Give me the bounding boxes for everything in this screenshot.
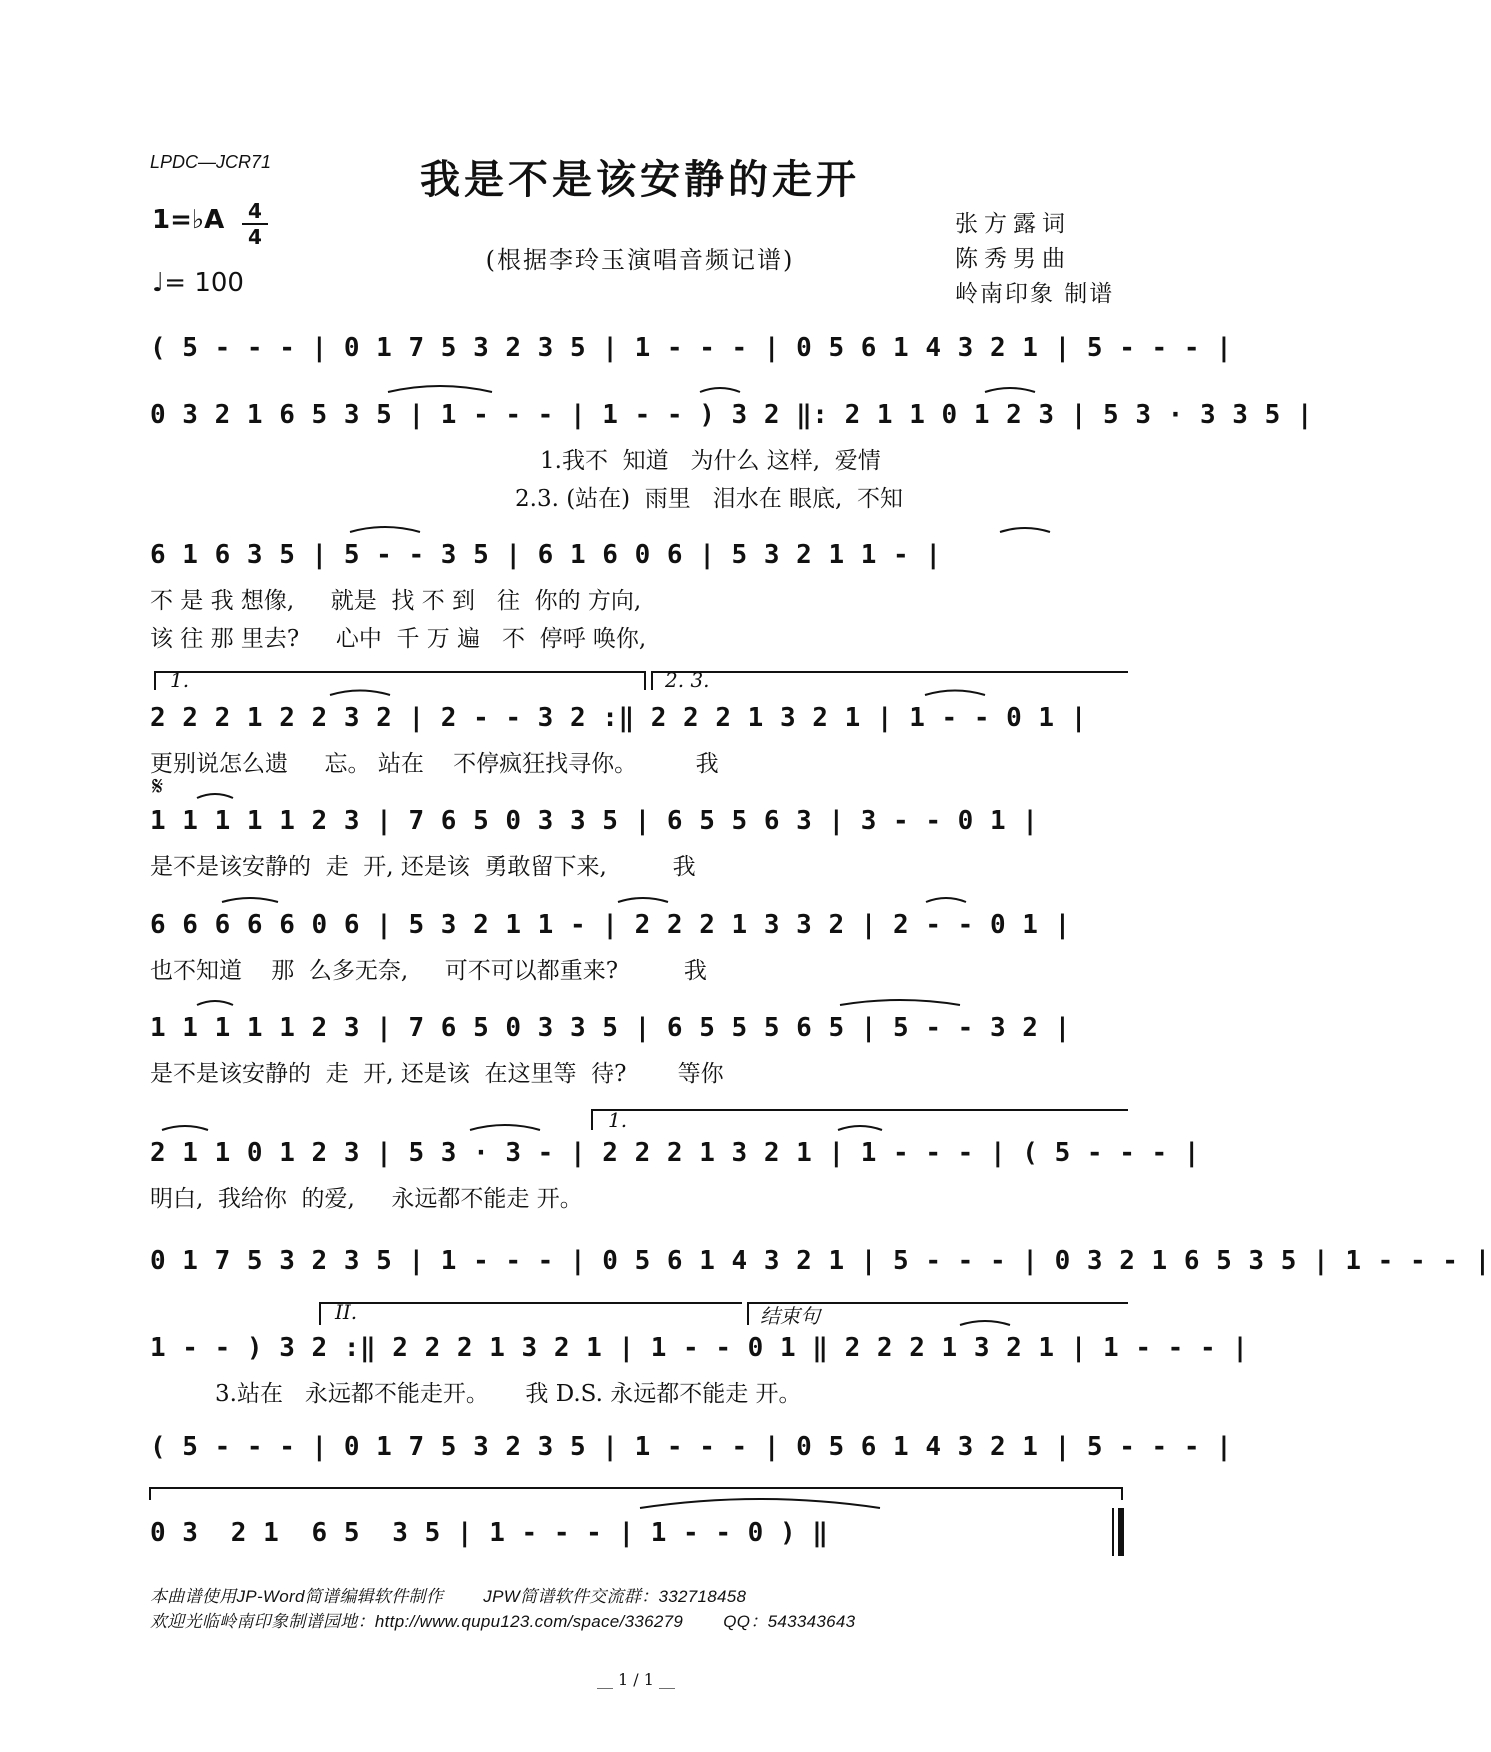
notation-row-7: 1 1 1 1 1 2 3 | 7 6 5 0 3 3 5 | 6 5 5 5 6 5 | 5 - - 3 2 | [150,1013,1071,1043]
second-ending-label: 2. 3. [665,668,710,692]
footer-website-note: 欢迎光临岭南印象制谱园地：http://www.qupu123.com/space/336279 QQ：543343643 [150,1612,856,1631]
lyric-row-2-verse-2: 2.3. (站在) 雨里 泪水在 眼底, 不知 [515,486,903,512]
notation-row-8: 2 1 1 0 1 2 3 | 5 3 · 3 - | 2 2 2 1 3 2 1 | 1 - - - | ( 5 - - - | [150,1138,1200,1168]
ending-bracket-2 [652,672,1128,690]
ending-bracket-1 [155,672,645,690]
lyric-row-7: 是不是该安静的 走 开, 还是该 在这里等 待? 等你 [150,1061,724,1087]
tie-row5 [197,794,233,798]
tie-row12 [640,1499,880,1508]
final-barline-thin [1112,1508,1114,1556]
tie-row4-b [925,691,985,696]
notation-row-12: 0 3 2 1 6 5 3 5 | 1 - - - | 1 - - 0 ) ‖ [150,1518,829,1548]
song-subtitle: (根据李玲玉演唱音频记谱) [485,246,795,274]
footer-software-note: 本曲谱使用JP-Word简谱编辑软件制作 JPW简谱软件交流群：332718458 [150,1587,747,1606]
notation-row-6: 6 6 6 6 6 0 6 | 5 3 2 1 1 - | 2 2 2 1 3 3 2 | 2 - - 0 1 | [150,910,1071,940]
time-signature-bottom: 4 [248,225,262,249]
notation-row-9: 0 1 7 5 3 2 3 5 | 1 - - - | 0 5 6 1 4 3 2 1 | 5 - - - | 0 3 2 1 6 5 3 5 | 1 - - - | [150,1246,1491,1276]
song-title: 我是不是该安静的走开 [420,156,860,203]
tie-row3 [350,527,420,532]
tie-row2-b [700,388,740,392]
tie-row8-b [470,1125,540,1130]
ending-bracket-3 [592,1110,1128,1130]
lyric-row-2-verse-1: 1.我不 知道 为什么 这样, 爱情 [540,448,881,474]
page-number: __ 1 / 1 __ [596,1670,676,1689]
tie-row6-b [618,898,668,902]
first-ending-label: 1. [170,668,190,692]
tie-row2-a [388,386,492,392]
notation-row-10: 1 - - ) 3 2 :‖ 2 2 2 1 3 2 1 | 1 - - 0 1 ‖ 2 2 2 1 3 2 1 | 1 - - - | [150,1333,1249,1363]
notation-row-11: ( 5 - - - | 0 1 7 5 3 2 3 5 | 1 - - - | 0 5 6 1 4 3 2 1 | 5 - - - | [150,1432,1233,1462]
tie-row2-c [985,388,1035,392]
ending-bracket-6 [150,1488,1122,1500]
lyric-row-8: 明白, 我给你 的爱, 永远都不能走 开。 [150,1186,583,1212]
tie-row3-b [1000,528,1050,532]
tie-row8-c [838,1126,882,1130]
composer-credit: 陈秀男曲 [955,246,1071,272]
notation-row-2: 0 3 2 1 6 5 3 5 | 1 - - - | 1 - - ) 3 2 ‖: 2 1 1 0 1 2 3 | 5 3 · 3 3 5 | [150,400,1314,430]
lyric-row-3-verse-2: 该 往 那 里去? 心中 千 万 遍 不 停呼 唤你, [150,626,647,652]
tie-row4-a [330,691,390,696]
lyric-row-6: 也不知道 那 么多无奈, 可不可以都重来? 我 [150,958,707,984]
notation-row-1: ( 5 - - - | 0 1 7 5 3 2 3 5 | 1 - - - | 0 5 6 1 4 3 2 1 | 5 - - - | [150,333,1233,363]
score-code: LPDC—JCR71 [150,152,272,172]
tempo-marking: ♩= 100 [152,268,244,298]
notation-row-4: 2 2 2 1 2 2 3 2 | 2 - - 3 2 :‖ 2 2 2 1 3 2 1 | 1 - - 0 1 | [150,703,1087,733]
time-signature-top: 4 [248,199,262,223]
final-barline-thick [1118,1508,1124,1556]
tie-row6-a [222,898,278,902]
tie-row10-a [960,1321,1010,1325]
key-signature: 1=♭A [152,205,225,235]
lyric-row-4: 更别说怎么遗 忘。 站在 不停疯狂找寻你。 我 [150,751,719,777]
notation-row-3: 6 1 6 3 5 | 5 - - 3 5 | 6 1 6 0 6 | 5 3 2 1 1 - | [150,540,942,570]
first-ending-label-2: 1. [608,1108,628,1132]
segno-sign: 𝄋 [152,772,164,802]
ending-bracket-4 [320,1303,742,1325]
tie-row7-b [840,1000,960,1005]
second-ending-label-2: II. [335,1300,358,1324]
notation-row-5: 1 1 1 1 1 2 3 | 7 6 5 0 3 3 5 | 6 5 5 6 3 | 3 - - 0 1 | [150,806,1039,836]
tie-row8-a [162,1126,208,1130]
coda-label: 结束句 [760,1304,820,1328]
time-signature [242,200,268,248]
lyric-row-3-verse-1: 不 是 我 想像, 就是 找 不 到 往 你的 方向, [150,588,642,614]
arranger-credit: 岭南印象 制谱 [955,281,1115,307]
tie-row7-a [197,1001,233,1005]
lyricist-credit: 张方露词 [955,211,1071,237]
tie-row6-c [926,898,966,902]
lyric-row-5: 是不是该安静的 走 开, 还是该 勇敢留下来, 我 [150,854,696,880]
lyric-row-10: 3.站在 永远都不能走开。 我 D.S. 永远都不能走 开。 [215,1381,802,1407]
